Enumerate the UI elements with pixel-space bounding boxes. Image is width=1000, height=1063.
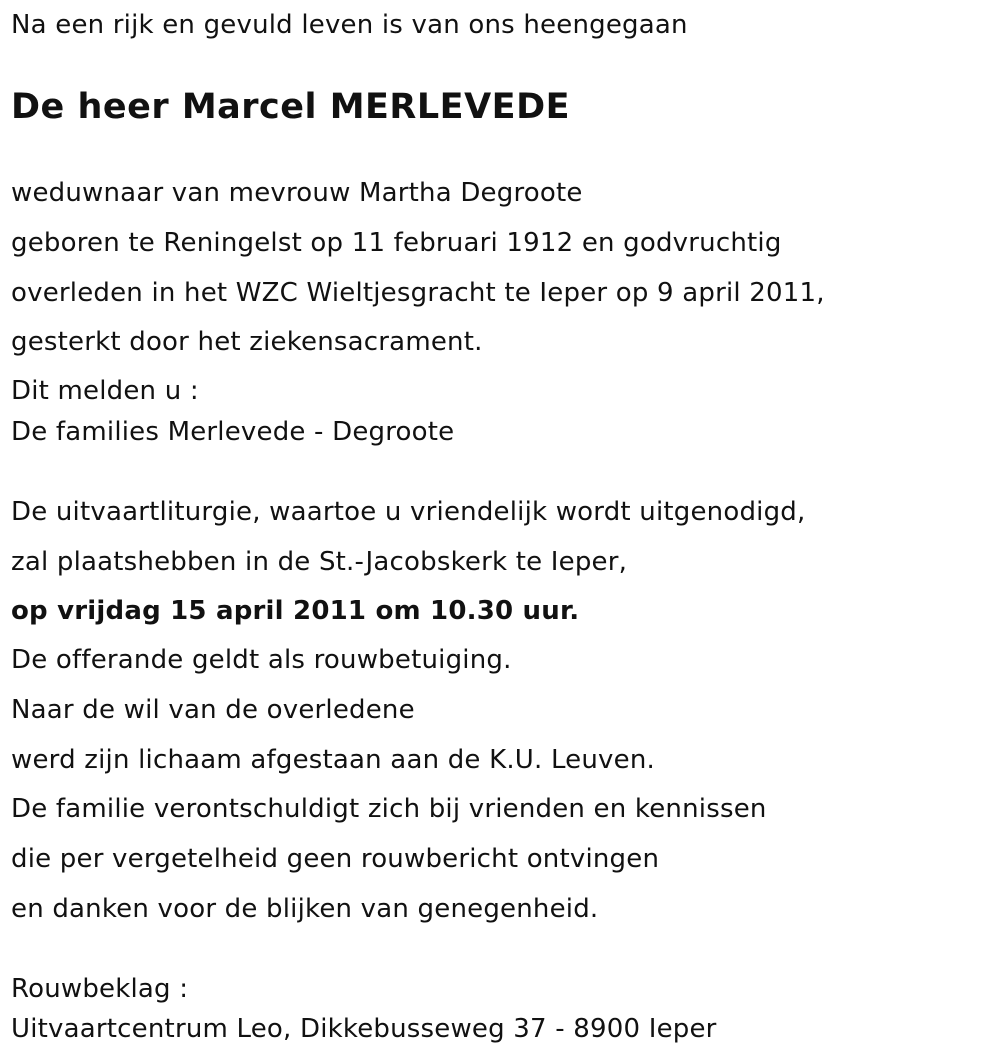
funeral-line: zal plaatshebben in de St.-Jacobskerk te Ieper, [11,547,628,577]
funeral-line: De offerande geldt als rouwbetuiging. [11,645,512,675]
condolences-label: Rouwbeklag : [11,974,189,1004]
detail-line: geboren te Reningelst op 11 februari 1912 en godvruchtig [11,228,782,258]
funeral-line: De familie verontschuldigt zich bij vrienden en kennissen [11,794,767,824]
funeral-line: De uitvaartliturgie, waartoe u vriendelijk wordt uitgenodigd, [11,497,806,527]
detail-line: gesterkt door het ziekensacrament. [11,327,483,357]
funeral-line: werd zijn lichaam afgestaan aan de K.U. Leuven. [11,745,655,775]
funeral-datetime: op vrijdag 15 april 2011 om 10.30 uur. [11,596,580,626]
funeral-line: die per vergetelheid geen rouwbericht ontvingen [11,844,660,874]
funeral-line: Naar de wil van de overledene [11,695,415,725]
announcement-families: De families Merlevede - Degroote [11,417,455,447]
detail-line: overleden in het WZC Wieltjesgracht te Ieper op 9 april 2011, [11,278,825,308]
deceased-name: De heer Marcel MERLEVEDE [11,87,571,127]
intro-text: Na een rijk en gevuld leven is van ons heengegaan [11,10,688,40]
funeral-line: en danken voor de blijken van genegenheid. [11,894,599,924]
detail-line: weduwnaar van mevrouw Martha Degroote [11,178,583,208]
announcement-label: Dit melden u : [11,376,199,406]
condolences-address: Uitvaartcentrum Leo, Dikkebusseweg 37 - 8900 Ieper [11,1014,717,1044]
